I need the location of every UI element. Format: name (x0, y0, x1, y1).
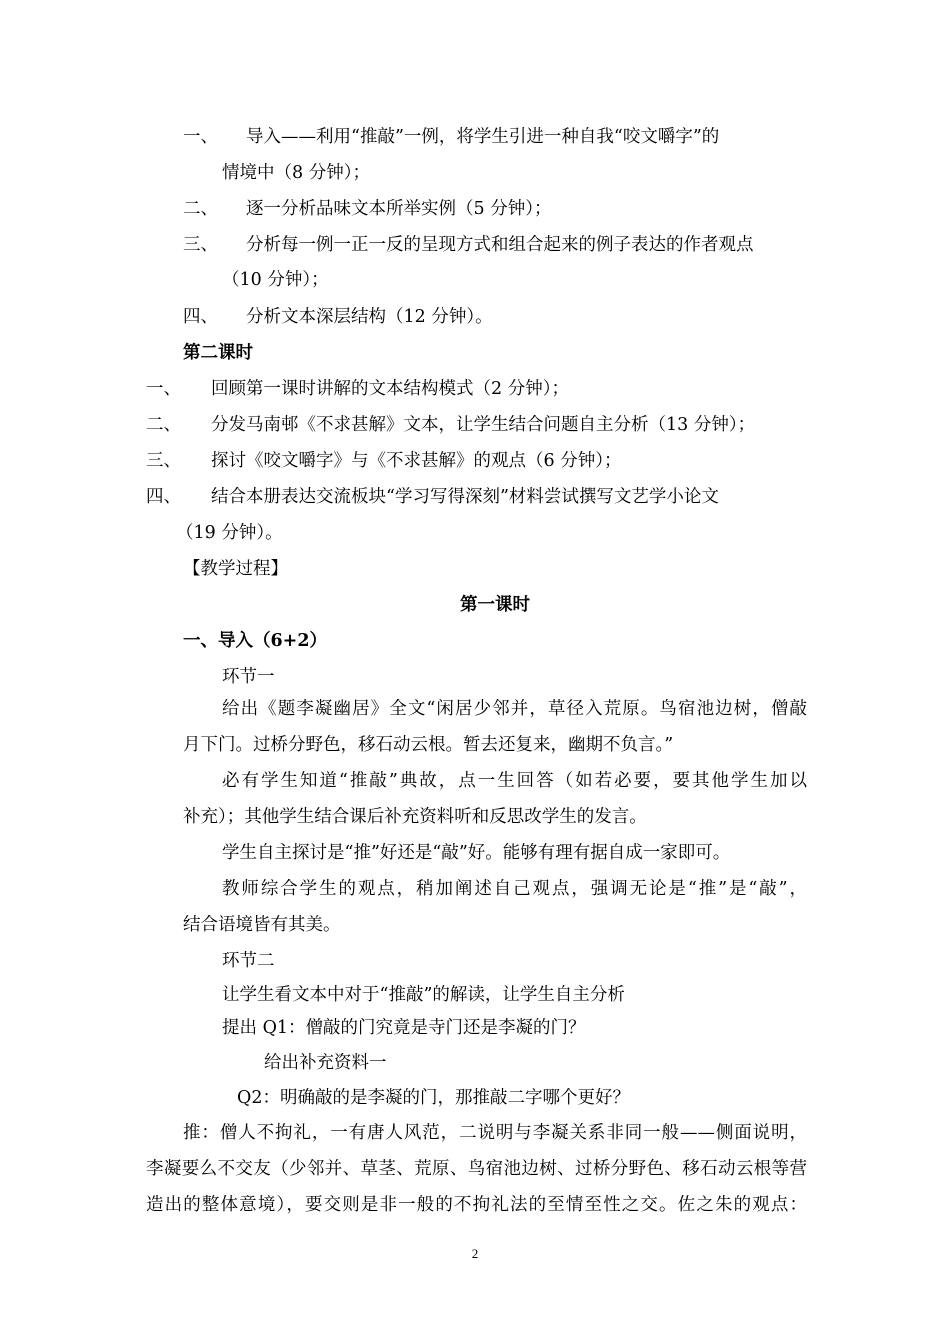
supplement-1: 给出补充资料一 (264, 1053, 387, 1073)
process-label: 【教学过程】 (183, 559, 288, 579)
paragraph-6-line-1: 推：僧人不拘礼，一有唐人风范，二说明与李凝关系非同一般——侧面说明， (183, 1123, 807, 1143)
question-2: Q2：明确敲的是李凝的门，那推敲二字哪个更好？ (237, 1088, 630, 1108)
plan2-item3-text: 探讨《咬文嚼字》与《不求甚解》的观点（6 分钟）； (211, 451, 622, 471)
section1-heading: 一、导入（6+2） (183, 631, 328, 651)
link2-label: 环节二 (222, 951, 275, 971)
plan1-item3-cont: （10 分钟）； (222, 270, 329, 290)
plan1-item1-num: 一、 (183, 127, 218, 147)
link1-label: 环节一 (222, 667, 275, 687)
lesson2-heading: 第二课时 (183, 343, 253, 363)
paragraph-4-line-1: 教师综合学生的观点，稍加阐述自己观点，强调无论是“推”是“敲”， (222, 879, 807, 899)
paragraph-1-line-1: 给出《题李凝幽居》全文“闲居少邻并，草径入荒原。鸟宿池边树，僧敲 (222, 699, 807, 719)
paragraph-2-line-1: 必有学生知道“推敲”典故，点一生回答（如若必要，要其他学生加以 (222, 771, 807, 791)
plan2-item1-text: 回顾第一课时讲解的文本结构模式（2 分钟）； (211, 379, 569, 399)
plan1-item2-num: 二、 (183, 199, 218, 219)
plan1-item3-text: 分析每一例一正一反的呈现方式和组合起来的例子表达的作者观点 (246, 235, 754, 255)
question-1: 提出 Q1：僧敲的门究竟是寺门还是李凝的门？ (222, 1018, 586, 1038)
paragraph-2-line-2: 补充）；其他学生结合课后补充资料听和反思改学生的发言。 (183, 807, 647, 827)
lesson1-heading: 第一课时 (460, 595, 530, 615)
plan2-item3-num: 三、 (146, 451, 181, 471)
plan1-item4-num: 四、 (183, 307, 218, 327)
plan1-item4-text: 分析文本深层结构（12 分钟）。 (246, 307, 493, 327)
plan2-item2-text: 分发马南邨《不求甚解》文本，让学生结合问题自主分析（13 分钟）； (211, 415, 756, 435)
plan2-item4-num: 四、 (146, 487, 181, 507)
paragraph-6-line-3: 造出的整体意境），要交则是非一般的不拘礼法的至情至性之交。佐之朱的观点： (146, 1195, 807, 1215)
plan2-item4-text: 结合本册表达交流板块“学习写得深刻”材料尝试撰写文艺学小论文 (211, 487, 719, 507)
plan1-item1-cont: 情境中（8 分钟）； (222, 163, 370, 183)
paragraph-3: 学生自主探讨是“推”好还是“敲”好。能够有理有据自成一家即可。 (222, 843, 731, 863)
page-number: 2 (471, 1246, 479, 1261)
plan1-item1-text: 导入——利用“推敲”一例，将学生引进一种自我“咬文嚼字”的 (246, 127, 720, 147)
plan1-item3-num: 三、 (183, 235, 218, 255)
paragraph-6-line-2: 李凝要么不交友（少邻并、草茎、荒原、鸟宿池边树、过桥分野色、移石动云根等营 (146, 1159, 807, 1179)
paragraph-4-line-2: 结合语境皆有其美。 (183, 915, 341, 935)
paragraph-1-line-2: 月下门。过桥分野色，移石动云根。暂去还复来，幽期不负言。” (183, 735, 674, 755)
paragraph-5: 让学生看文本中对于“推敲”的解读，让学生自主分析 (222, 985, 625, 1005)
plan2-item1-num: 一、 (146, 379, 181, 399)
plan2-item4-cont: （19 分钟）。 (176, 523, 283, 543)
plan1-item2-text: 逐一分析品味文本所举实例（5 分钟）； (246, 199, 552, 219)
plan2-item2-num: 二、 (146, 415, 181, 435)
